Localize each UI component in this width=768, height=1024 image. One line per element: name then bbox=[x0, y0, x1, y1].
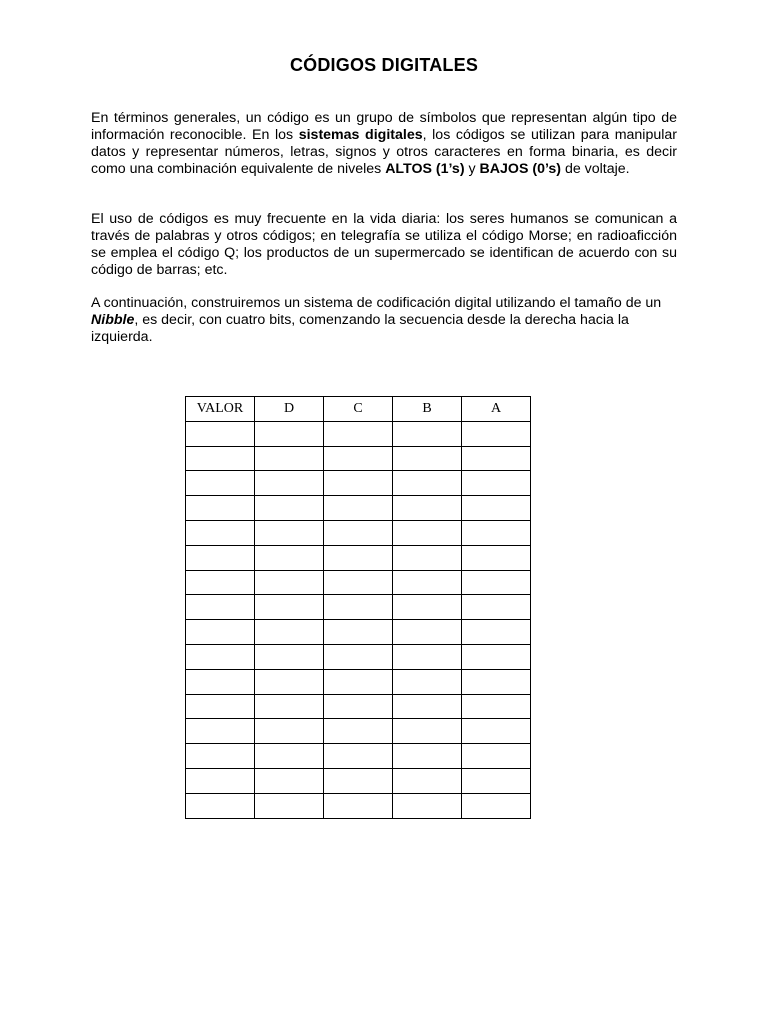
table-cell[interactable] bbox=[462, 421, 531, 446]
table-cell[interactable] bbox=[186, 520, 255, 545]
paragraph-text: , los códigos se utilizan para manipular datos y representar números, letras, signos y otros caracteres en forma binaria, es decir como una combinación equivalente de niveles bbox=[91, 127, 678, 177]
table-row bbox=[186, 421, 531, 446]
table-cell[interactable] bbox=[255, 496, 324, 521]
table-cell[interactable] bbox=[462, 520, 531, 545]
table-cell[interactable] bbox=[324, 496, 393, 521]
table-cell[interactable] bbox=[393, 768, 462, 793]
table-cell[interactable] bbox=[186, 471, 255, 496]
paragraph-definition bbox=[91, 110, 677, 178]
table-cell[interactable] bbox=[324, 694, 393, 719]
table-cell[interactable] bbox=[462, 595, 531, 620]
emphasis-text: ALTOS (1’s) bbox=[385, 161, 465, 177]
table-cell[interactable] bbox=[324, 471, 393, 496]
table-cell[interactable] bbox=[255, 694, 324, 719]
table-cell[interactable] bbox=[255, 620, 324, 645]
table-cell[interactable] bbox=[324, 719, 393, 744]
header-b: B bbox=[393, 397, 462, 422]
table-cell[interactable] bbox=[324, 744, 393, 769]
table-cell[interactable] bbox=[186, 768, 255, 793]
table-row bbox=[186, 669, 531, 694]
table-cell[interactable] bbox=[324, 644, 393, 669]
table-cell[interactable] bbox=[186, 719, 255, 744]
table-cell[interactable] bbox=[186, 545, 255, 570]
table-cell[interactable] bbox=[186, 793, 255, 818]
table-cell[interactable] bbox=[324, 421, 393, 446]
table-cell[interactable] bbox=[393, 719, 462, 744]
table-body bbox=[186, 421, 531, 818]
nibble-code-table bbox=[185, 396, 531, 819]
table-cell[interactable] bbox=[186, 669, 255, 694]
table-row bbox=[186, 644, 531, 669]
table-cell[interactable] bbox=[462, 446, 531, 471]
table-cell[interactable] bbox=[324, 620, 393, 645]
table-cell[interactable] bbox=[393, 669, 462, 694]
table-cell[interactable] bbox=[393, 595, 462, 620]
table-cell[interactable] bbox=[462, 669, 531, 694]
table-cell[interactable] bbox=[186, 620, 255, 645]
table-cell[interactable] bbox=[462, 768, 531, 793]
table-cell[interactable] bbox=[462, 471, 531, 496]
table-cell[interactable] bbox=[186, 446, 255, 471]
header-a: A bbox=[462, 397, 531, 422]
table-cell[interactable] bbox=[462, 793, 531, 818]
table-cell[interactable] bbox=[324, 520, 393, 545]
table-row bbox=[186, 719, 531, 744]
paragraph-text: A continuación, construiremos un sistema de codificación digital utilizando el tamaño de un bbox=[91, 295, 662, 311]
table-row bbox=[186, 520, 531, 545]
table-cell[interactable] bbox=[324, 545, 393, 570]
table-cell[interactable] bbox=[462, 719, 531, 744]
table-cell[interactable] bbox=[186, 496, 255, 521]
table-cell[interactable] bbox=[324, 595, 393, 620]
table-cell[interactable] bbox=[324, 570, 393, 595]
table-cell[interactable] bbox=[324, 669, 393, 694]
table-cell[interactable] bbox=[462, 570, 531, 595]
table-cell[interactable] bbox=[255, 744, 324, 769]
paragraph-text: En términos generales, un código es un grupo de símbolos que representan algún tipo de información reconocible. En los bbox=[91, 110, 677, 143]
table-cell[interactable] bbox=[255, 793, 324, 818]
table-cell[interactable] bbox=[462, 545, 531, 570]
table-cell[interactable] bbox=[393, 620, 462, 645]
page-title: CÓDIGOS DIGITALES bbox=[289, 55, 479, 75]
table-cell[interactable] bbox=[393, 644, 462, 669]
table-cell[interactable] bbox=[393, 694, 462, 719]
table-cell[interactable] bbox=[324, 768, 393, 793]
table-cell[interactable] bbox=[255, 520, 324, 545]
table-cell[interactable] bbox=[186, 570, 255, 595]
table-cell[interactable] bbox=[186, 694, 255, 719]
table-cell[interactable] bbox=[255, 446, 324, 471]
table-cell[interactable] bbox=[255, 570, 324, 595]
table-row bbox=[186, 545, 531, 570]
table-cell[interactable] bbox=[393, 496, 462, 521]
table-cell[interactable] bbox=[255, 595, 324, 620]
table-row bbox=[186, 694, 531, 719]
table-cell[interactable] bbox=[393, 421, 462, 446]
table-row bbox=[186, 768, 531, 793]
table-cell[interactable] bbox=[255, 719, 324, 744]
table-cell[interactable] bbox=[186, 644, 255, 669]
table-cell[interactable] bbox=[186, 744, 255, 769]
emphasis-text: sistemas digitales bbox=[298, 127, 423, 143]
table-row bbox=[186, 595, 531, 620]
table-cell[interactable] bbox=[462, 744, 531, 769]
table-cell[interactable] bbox=[186, 421, 255, 446]
table-cell[interactable] bbox=[255, 669, 324, 694]
table-row bbox=[186, 793, 531, 818]
table-cell[interactable] bbox=[393, 446, 462, 471]
table-cell[interactable] bbox=[393, 471, 462, 496]
emphasis-text: Nibble bbox=[91, 312, 135, 328]
table-cell[interactable] bbox=[462, 620, 531, 645]
table-cell[interactable] bbox=[393, 520, 462, 545]
table-cell[interactable] bbox=[324, 446, 393, 471]
table-row bbox=[186, 620, 531, 645]
header-d: D bbox=[255, 397, 324, 422]
table-cell[interactable] bbox=[255, 471, 324, 496]
table-cell[interactable] bbox=[393, 793, 462, 818]
table-cell[interactable] bbox=[393, 570, 462, 595]
table-cell[interactable] bbox=[462, 694, 531, 719]
table-cell[interactable] bbox=[186, 595, 255, 620]
table-row bbox=[186, 496, 531, 521]
table-cell[interactable] bbox=[462, 644, 531, 669]
header-valor: VALOR bbox=[186, 397, 255, 422]
paragraph-text: de voltaje. bbox=[561, 161, 630, 177]
table-row bbox=[186, 446, 531, 471]
paragraph-text: , es decir, con cuatro bits, comenzando la secuencia desde la derecha hacia la izquierda. bbox=[91, 312, 629, 345]
paragraph-nibble bbox=[91, 295, 677, 346]
table-cell[interactable] bbox=[462, 496, 531, 521]
table-row bbox=[186, 744, 531, 769]
table-cell[interactable] bbox=[324, 793, 393, 818]
table-cell[interactable] bbox=[255, 768, 324, 793]
paragraph-text: y bbox=[464, 161, 480, 177]
emphasis-text: BAJOS (0’s) bbox=[479, 161, 561, 177]
header-c: C bbox=[324, 397, 393, 422]
table-row bbox=[186, 570, 531, 595]
table-header-row bbox=[186, 397, 531, 422]
table-cell[interactable] bbox=[255, 644, 324, 669]
table-cell[interactable] bbox=[393, 744, 462, 769]
paragraph-uses: El uso de códigos es muy frecuente en la vida diaria: los seres humanos se comunican a través de palabras y otros códigos; en telegrafía se utiliza el código Morse; en radioaficción se emplea el código Q; los productos de un supermercado se identifican de acuerdo con su código de barras; etc. bbox=[91, 211, 677, 278]
table-cell[interactable] bbox=[255, 545, 324, 570]
table-cell[interactable] bbox=[393, 545, 462, 570]
table-row bbox=[186, 471, 531, 496]
table-cell[interactable] bbox=[255, 421, 324, 446]
